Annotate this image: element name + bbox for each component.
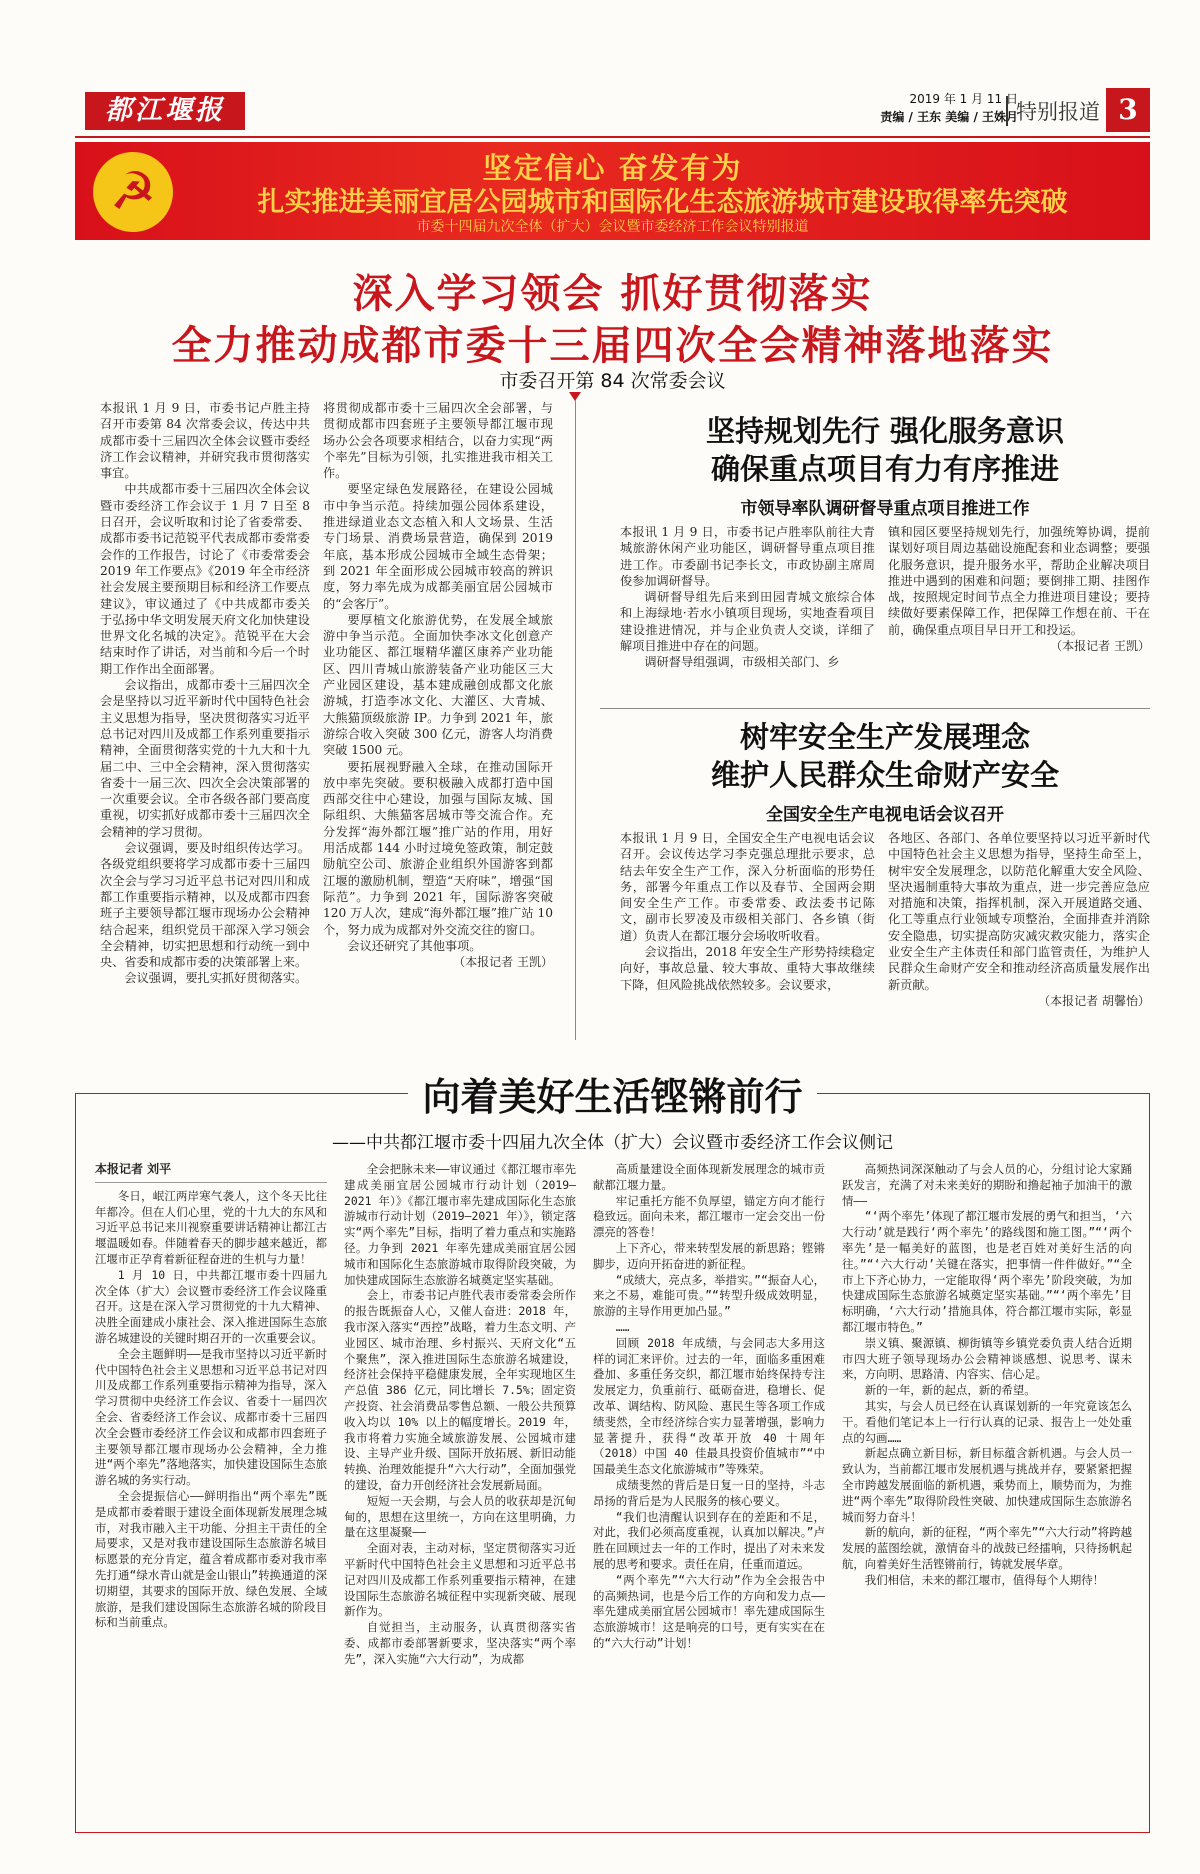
paragraph: 全会把脉未来——审议通过《都江堰市率先建成美丽宜居公园城市行动计划（2019—2021 年）》《都江堰市率先建成国际化生态旅游城市行动计划（2019—2021 年）》，锁定落实“两个率先”目标，指明了着力重点和实施路径。力争到 2021 年率先建成美丽宜居公园城市和国际化生态旅游城市取得阶段突破，为加快建成国际生态旅游名城奠定坚实基础。 — [344, 1162, 576, 1287]
editor-credits: 责编 / 王东 美编 / 王姝月 — [880, 110, 1018, 124]
paragraph: 新的一年，新的起点，新的希望。 — [864, 1383, 1036, 1398]
paragraph: 中共成都市委十三届四次全体会议暨市委经济工作会议于 1 月 7 日至 8 日召开，会议听取和讨论了省委常委、成都市委书记范锐平代表成都市委常委会作的工作报告，讨论了《市委常委会 2019 年工作要点》《2019 年全市经济社会发展主要预期目标和经济工作要点建议》，审议通过了《中共成都市委关于弘扬中华文明发展天府文化加快建设世界文化名城的决定》。范锐平在大会结束时作了讲话，对当前和今后一个时期工作作出全面部署。 — [100, 482, 310, 676]
lead-headline-2: 全力推动成都市委十三届四次全会精神落地落实 — [171, 322, 1054, 369]
page-number: 3 — [1106, 88, 1150, 132]
article-divider — [600, 708, 1150, 709]
paragraph: 其实，与会人员已经在认真谋划新的一年究竟该怎么干。看他们笔记本上一行行认真的记录、报告上一处处重点的勾画…… — [842, 1398, 1132, 1445]
banner-slogan: 坚定信心 奋发有为 — [482, 151, 743, 185]
paragraph: 会议强调，要及时组织传达学习。各级党组织要将学习成都市委十三届四次全会与学习习近平总书记对四川和成都工作重要指示精神，以及成都市四套班子主要领导都江堰市现场办公会精神结合起来，组织党员干部深入学习领会全会精神，切实把思想和行动统一到中央、省委和成都市委的决策部署上来。 — [100, 841, 310, 970]
paragraph: 会议强调，要扎实抓好贯彻落实。 — [124, 971, 308, 986]
newspaper-logo: 都江堰报 — [85, 92, 245, 130]
lead-article-col1 — [100, 400, 310, 1050]
article3-headline-2: 维护人民群众生命财产安全 — [710, 758, 1059, 792]
paragraph: 要坚定绿色发展路径，在建设公园城市中争当示范。持续加强公园体系建设，推进绿道业态文态植入和人文场景、生活专门场景、消费场景营造，确保到 2019 年底，基本形成公园城市全域生态骨架；到 2021 年全面形成公园城市较高的辨识度，努力率先成为成都美丽宜居公园城市的“会客厅”。 — [323, 482, 553, 611]
section-title: 特别报道 — [1006, 96, 1100, 126]
banner-theme: 扎实推进美丽宜居公园城市和国际化生态旅游城市建设取得率先突破 — [257, 187, 1068, 218]
paragraph: “‘两个率先’体现了都江堰市发展的勇气和担当，‘六大行动’就是践行‘两个率先’的路线图和施工图。”“‘两个率先’是一幅美好的蓝图，也是老百姓对美好生活的向往。”“‘六大行动’关键在落实，把事情一件件做好。”“全市上下齐心协力，一定能取得‘两个率先’阶段突破，为加快建成国际生态旅游名城奠定坚实基础。”“‘两个率先’目标明确，‘六大行动’措施具体，符合都江堰市实际，彰显都江堰市特色。” — [842, 1209, 1132, 1334]
paragraph: 1 月 10 日，中共都江堰市委十四届九次全体（扩大）会议暨市委经济工作会议隆重召开。这是在深入学习贯彻党的十九大精神、决胜全面建成小康社会、深入推进国际生态旅游名城建设的关键时期召开的一次重要会议。 — [95, 1267, 327, 1345]
article2-headline-1: 坚持规划先行 强化服务意识 — [705, 414, 1065, 448]
byline: （本报记者 王凯） — [1050, 639, 1150, 654]
lead-article-col2 — [323, 400, 553, 1050]
lead-subhead: 市委召开第 84 次常委会议 — [499, 370, 726, 392]
article2-subhead: 市领导率队调研督导重点项目推进工作 — [740, 499, 1030, 519]
article2-col2 — [888, 524, 1150, 696]
paragraph: 全会主题鲜明——是我市坚持以习近平新时代中国特色社会主义思想和习近平总书记对四川及成都工作系列重要指示精神为指导，深入学习贯彻中央经济工作会议、省委十一届四次全会、省委经济工作会议、成都市委十三届四次全会暨市委经济工作会议和成都市四套班子主要领导都江堰市现场办公会精神，全力推进“两个率先”落地落实，加快建设国际生态旅游名城的务实行动。 — [95, 1346, 327, 1488]
paragraph: 镇和园区要坚持规划先行，加强统筹协调，提前谋划好项目周边基础设施配套和业态调整；要强化服务意识，提升服务水平，帮助企业解决项目推进中遇到的困难和问题；要倒排工期、挂图作战，按照规定时间节点全力推进项目建设；要持续做好要素保障工作，把保障工作想在前、干在前，确保重点项目早日开工和投运。 — [888, 525, 1150, 637]
paragraph: 本报讯 1 月 9 日，全国安全生产电视电话会议召开。会议传达学习李克强总理批示要求，总结去年安全生产工作，深入分析面临的形势任务，部署今年重点工作以及春节、全国两会期间安全生产工作。市委常委、政法委书记陈文，副市长罗凌及市级相关部门、各乡镇（街道）负责人在都江堰分会场收听收看。 — [620, 831, 875, 943]
paragraph: 我们相信，未来的都江堰市，值得每个人期待！ — [864, 1572, 1105, 1587]
party-emblem-icon: ☭ — [93, 152, 173, 232]
article3-col2 — [888, 830, 1150, 1040]
issue-meta — [880, 90, 1018, 126]
paragraph: 自觉担当，主动服务，认真贯彻落实省委、成都市委部署新要求，坚决落实“两个率先”，深入实施“六大行动”，为成都 — [344, 1620, 576, 1666]
paragraph: 要厚植文化旅游优势，在发展全域旅游中争当示范。全面加快李冰文化创意产业功能区、都江堰精华灌区康养产业功能区、四川青城山旅游装备产业功能区三大产业园区建设，基本建成融创成都文化旅游城，打造李冰文化、大灌区、大青城、大熊猫顶级旅游 IP。力争到 2021 年，旅游综合收入突破 300 亿元，游客人均消费突破 1500 元。 — [323, 612, 553, 758]
paragraph: “成绩大，亮点多，举措实。”“振奋人心，来之不易，难能可贵。”“转型升级成效明显，旅游的主导作用更加凸显。” — [593, 1272, 825, 1319]
paragraph: 回顾 2018 年成绩，与会同志大多用这样的词汇来评价。过去的一年，面临多重困难叠加、多重任务交织，都江堰市始终保持专注发展定力，负重前行、砥砺奋进，稳增长、促改革、调结构、防风险、惠民生等各项工作成绩斐然，全市经济综合实力显著增强，影响力显著提升，获得“改革开放 40 十周年（2018）中国 40 佳最具投资价值城市”“中国最美生态文化旅游城市”等殊荣。 — [593, 1335, 825, 1477]
article2-col1 — [620, 524, 875, 696]
byline: （本报记者 胡馨怡） — [1038, 993, 1150, 1008]
masthead — [75, 88, 1150, 138]
feature-col1 — [95, 1162, 327, 1822]
column-divider — [575, 400, 576, 1040]
paragraph: 新的航向，新的征程，“两个率先”“六大行动”将跨越发展的蓝图绘就，激情奋斗的战鼓已经擂响，只待扬帆起航，向着美好生活铿锵前行，铸就发展华章。 — [842, 1525, 1132, 1571]
paragraph: …… — [615, 1319, 630, 1334]
paragraph: 全会提振信心——鲜明指出“两个率先”既是成都市委着眼于建设全面体现新发展理念城市，对我市融入主干功能、分担主干责任的全局要求，又是对我市建设国际生态旅游名城目标愿景的充分肯定，蕴含着成都市委对我市率先打通“绿水青山就是金山银山”转换通道的深切期望，其要求的国际开放、绿色发展、全域旅游，是我们建设国际生态旅游名城的阶段目标和当前重点。 — [95, 1488, 327, 1630]
paragraph: 高质量建设全面体现新发展理念的城市贡献都江堰力量。 — [593, 1162, 825, 1192]
article3-col1 — [620, 830, 875, 1040]
feature-col2 — [344, 1162, 576, 1822]
paragraph: 将贯彻成都市委十三届四次全会部署，与贯彻成都市四套班子主要领导都江堰市现场办公会各项要求相结合，以奋力实现“两个率先”目标为引领，扎实推进我市相关工作。 — [323, 401, 553, 481]
paragraph: “两个率先”“六大行动”作为全会报告中的高频热词，也是今后工作的方向和发力点——率先建成美丽宜居公园城市！率先建成国际生态旅游城市！这是响亮的口号，更有实实在在的“六大行动”计划！ — [593, 1572, 825, 1650]
paragraph: 高频热词深深触动了与会人员的心，分组讨论大家踊跃发言，充满了对未来美好的期盼和撸起袖子加油干的激情—— — [842, 1162, 1132, 1208]
feature-col3 — [593, 1162, 825, 1822]
paragraph: 调研督导组先后来到田园青城文旅综合体和上海绿地·若水小镇项目现场，实地查看项目建设推进情况，并与企业负责人交谈，详细了解项目推进中存在的问题。 — [620, 590, 875, 654]
paragraph: 会议指出，2018 年安全生产形势持续稳定向好，事故总量、较大事故、重特大事故继续下降，但风险挑战依然较多。会议要求， — [620, 945, 875, 992]
special-report-banner — [75, 142, 1150, 240]
paragraph: 会议指出，成都市委十三届四次全会是坚持以习近平新时代中国特色社会主义思想为指导，坚决贯彻落实习近平总书记对四川及成都工作系列重要指示精神，全面贯彻落实党的十九大和十九届二中、三中全会精神，深入贯彻落实省委十一届三次、四次全会决策部署的一次重要会议。全市各级各部门要高度重视，切实抓好成都市委十三届四次全会精神的学习贯彻。 — [100, 678, 310, 839]
paragraph: 本报讯 1 月 9 日，市委书记卢胜率队前往大青城旅游休闲产业功能区，调研督导重点项目推进工作。市委副书记李长文，市政协副主席周俊参加调研督导。 — [620, 525, 875, 588]
paragraph: 上下齐心，带来转型发展的新思路；铿锵脚步，迈向开拓奋进的新征程。 — [593, 1240, 825, 1271]
paragraph: 各地区、各部门、各单位要坚持以习近平新时代中国特色社会主义思想为指导，坚持生命至上，树牢安全发展理念，以防范化解重大安全风险、坚决遏制重特大事故为重点，进一步完善应急应对措施和决策，指挥机制，深入开展道路交通、化工等重点行业领域专项整治，全面排查并消除安全隐患，切实提高防灾减灾救灾能力，落实企业安全生产主体责任和部门监管责任，为维护人民群众生命财产安全和推动经济高质量发展作出新贡献。 — [888, 831, 1150, 992]
feature-subhead: ——中共都江堰市委十四届九次全体（扩大）会议暨市委经济工作会议侧记 — [332, 1133, 893, 1153]
paragraph: 要拓展视野融入全球，在推动国际开放中率先突破。要积极融入成都打造中国西部交往中心建设，加强与国际友城、国际组织、大熊猫客居城市等交流合作。充分发挥“海外都江堰”推广站的作用，用好用活成都 144 小时过境免签政策，制定鼓励航空公司、旅游企业组织外国游客到都江堰的激励机制，塑造“天府味”，增强“国际范”。力争到 2021 年，国际游客突破 120 万人次，建成“海外都江堰”推广站 10 个，努力成为成都对外交流交往的窗口。 — [323, 759, 553, 937]
paragraph: 牢记重托方能不负厚望，锚定方向才能行稳致远。面向未来，都江堰市一定会交出一份漂亮的答卷！ — [593, 1193, 825, 1240]
feature-headline — [75, 1066, 1150, 1121]
paragraph: 成绩斐然的背后是日复一日的坚持，斗志昂扬的背后是为人民服务的核心要义。 — [593, 1477, 825, 1508]
article3-headline-1: 树牢安全生产发展理念 — [739, 720, 1030, 754]
paragraph: 会议还研究了其他事项。 — [347, 938, 482, 953]
issue-date: 2019 年 1 月 11 日 — [909, 92, 1018, 106]
paragraph: 崇义镇、聚源镇、柳街镇等乡镇党委负责人结合近期市四大班子领导现场办公会精神谈感想、说思考、谋未来，方向明、思路清、内容实、信心足。 — [842, 1335, 1132, 1382]
paragraph: “我们也清醒认识到存在的差距和不足，对此，我们必须高度重视，认真加以解决。”卢胜在回顾过去一年的工作时，提出了对未来发展的思考和要求。责任在肩，任重而道远。 — [593, 1509, 825, 1571]
paragraph: 全面对表，主动对标，坚定贯彻落实习近平新时代中国特色社会主义思想和习近平总书记对四川及成都工作系列重要指示精神，在建设国际生态旅游名城征程中实现新突破、展现新作为。 — [344, 1541, 576, 1619]
paragraph: 新起点确立新目标，新目标蕴含新机遇。与会人员一致认为，当前都江堰市发展机遇与挑战并存，要紧紧把握全市跨越发展面临的新机遇，乘势而上，顺势而为，为推进“两个率先”取得阶段性突破、加快建成国际生态旅游名城而努力奋斗！ — [842, 1446, 1132, 1524]
paragraph: 本报讯 1 月 9 日，市委书记卢胜主持召开市委第 84 次常委会议，传达中共成都市委十三届四次全体会议暨市委经济工作会议精神，并研究我市贯彻落实事宜。 — [100, 401, 310, 481]
paragraph: 会上，市委书记卢胜代表市委常委会所作的报告既振奋人心，又催人奋进：2018 年，我市深入落实“西控”战略，着力生态文明、产业园区、城市治理、乡村振兴、天府文化“五个聚焦”，深入推进国际生态旅游名城建设，经济社会保持平稳健康发展，全年实现地区生产总值 386 亿元，同比增长 7.5%；固定资产投资、社会消费品零售总额、一般公共预算收入均以 10% 以上的幅度增长。2019 年，我市将着力实施全域旅游发展、公园城市建设、主导产业升级、国际开放拓展、新旧动能转换、治理效能提升“六大行动”，全面加强党的建设，奋力开创经济社会发展新局面。 — [344, 1288, 576, 1492]
paragraph: 调研督导组强调，市级相关部门、乡 — [644, 655, 840, 670]
feature-col4 — [842, 1162, 1132, 1822]
article2-headline-2: 确保重点项目有力有序推进 — [710, 452, 1059, 486]
banner-caption: 市委十四届九次全体（扩大）会议暨市委经济工作会议特别报道 — [416, 219, 809, 235]
article3-subhead: 全国安全生产电视电话会议召开 — [766, 805, 1004, 825]
paragraph: 短短一天会期，与会人员的收获却是沉甸甸的，思想在这里统一，方向在这里明确，力量在这里凝聚—— — [344, 1493, 576, 1540]
byline: （本报记者 王凯） — [453, 955, 553, 970]
feature-headline-text: 向着美好生活铿锵前行 — [408, 1074, 816, 1119]
lead-headline-1: 深入学习领会 抓好贯彻落实 — [352, 270, 873, 317]
feature-author: 本报记者 刘平 — [95, 1162, 327, 1183]
paragraph: 冬日，岷江两岸寒气袭人，这个冬天比往年都冷。但在人们心里，党的十九大的东风和习近平总书记来川视察重要讲话精神让都江古堰温暖如春。伴随着春天的脚步越来越近，都江堰市正孕育着新征程奋进的生机与力量！ — [95, 1188, 327, 1266]
